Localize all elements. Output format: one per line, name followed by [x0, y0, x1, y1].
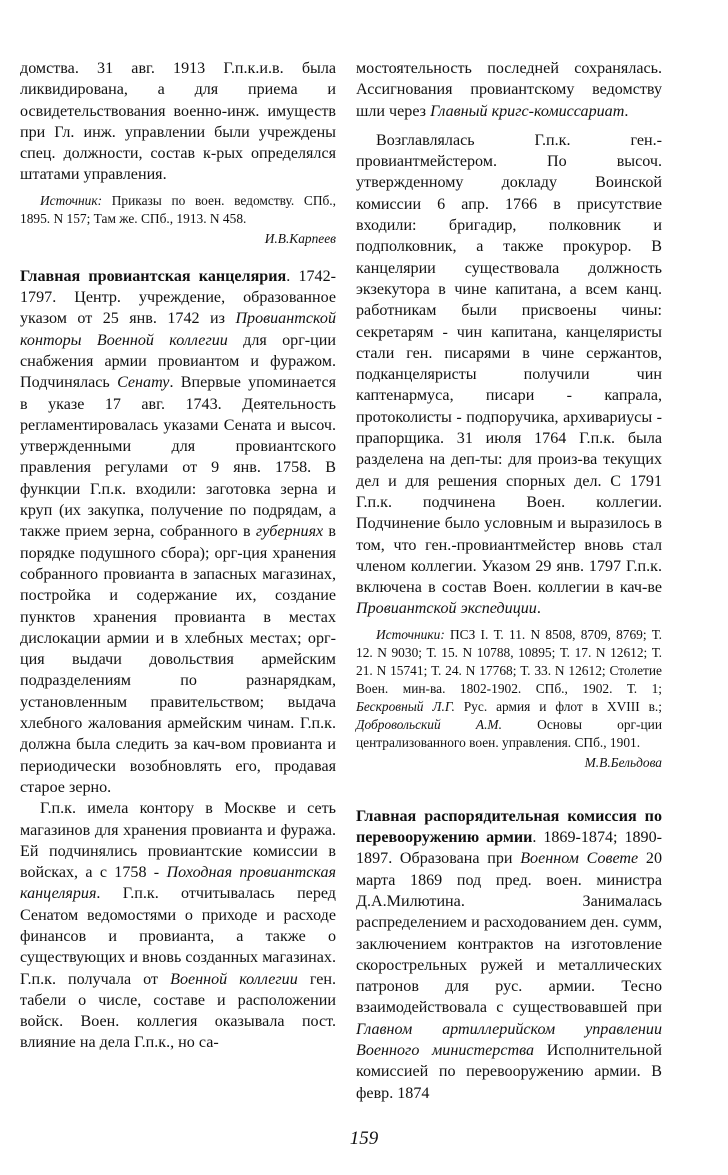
paragraph: Г.п.к. имела контору в Москве и сеть магазинов для хранения провианта и фуража. Ей подчинялись провиантские комиссии в войсках, а с 1758 - Походная провиантская канцелярия. Г.п.к. отчитывалась перед Сенатом ведомостями о приходе и расходе финансов и провианта, а также о существующих и вновь созданных магазинах. Г.п.к. получала от Военной коллегии ген. табели о числе, составе и расположении войск. Воен. коллегия оказывала пост. влияние на дела Г.п.к., но са- — [20, 800, 336, 1052]
author-signature: И.В.Карпеев — [264, 230, 336, 246]
entry-title: Главная провиантская канцелярия — [20, 267, 287, 285]
separator — [356, 772, 662, 806]
entry-glavnaya-proviantskaya: Главная провиантская канцелярия. 1742-1797. Центр. учреждение, образованное указом от 25 янв. 1742 из Провиантской конторы Военной коллегии для орг-ции снабжения армии провиантом и фуражом. Подчинялась Сенату. Впервые упоминается в указе 17 авг. 1743. Деятельность регламентировалась указами Сената и высоч. утвержденными для провиантского правления регулами от 9 янв. 1758. В функции Г.п.к. входили: заготовка зерна и круп (их закупка, получение по подрядам, а также прием зерна, собранного в губерниях в порядке подушного сбора); орг-ция хранения собранного провианта в запасных магазинах, постройка и содержание их, создание пунктов хранения провианта в местах дислокации армии и в хлебных местах; орг-ция выдачи довольствия армейским подразделениям по разнарядкам, установленным правительством; выдача хлебного жалования армейским чинам. Г.п.к. должна была следить за кач-вом провианта и периодически возобновлять его, продавая старое зерно. — [20, 267, 336, 796]
source-note: Источники: ПСЗ I. Т. 11. N 8508, 8709, 8769; Т. 12. N 9030; Т. 15. N 10788, 10895; Т. 17. N 12612; Т. 21. N 15741; Т. 24. N 17768; Т. 33. N 12612; Столетие Воен. мин-ва. 1802-1902. СПб., 1902. Т. 1; Бескровный Л.Г. Рус. армия и флот в XVIII в.; Добровольский А.М. Основы орг-ции централизованного воен. управления. СПб., 1901. — [356, 626, 662, 750]
author-signature: М.В.Бельдова — [584, 754, 662, 770]
separator — [20, 248, 336, 266]
source-note: Источник: Приказы по воен. ведомству. СПб., 1895. N 157; Там же. СПб., 1913. N 458. — [20, 192, 336, 226]
source-label: Источник: — [40, 192, 103, 208]
paragraph-continuation: домства. 31 авг. 1913 Г.п.к.и.в. была ликвидирована, а для приема и освидетельствования военно-инж. имуществ при Гл. инж. управлении были учреждены спец. должности, состав к-рых определялся штатами управления. — [20, 60, 336, 184]
right-column — [356, 58, 662, 1104]
paragraph: Возглавлялась Г.п.к. ген.-провиантмейстером. По высоч. утвержденному докладу Воинской комиссии 6 апр. 1766 в присутствие входили: бригадир, полковник и подполковник, а также прокурор. В канцелярии существовала должность экзекутора в чине капитана, а всем канц. работникам были присвоены чины: секретарям - чин капитана, канцеляристы стали ген. писарями в чине сержантов, подканцеляристы получили чин каптенармуса, писари - капрала, протоколисты - подпоручика, архивариусы - прапорщика. 31 июля 1764 Г.п.к. была разделена на деп-ты: для произ-ва текущих дел и для решения спорных дел. С 1791 Г.п.к. подчинена Воен. коллегии. Подчинение было условным и выразилось в том, что ген.-провиантмейстер вновь стал членом коллегии. Указом 29 янв. 1797 Г.п.к. включена в состав Воен. коллегии в кач-ве Провиантской экспедиции. — [356, 131, 662, 618]
page-number: 159 — [349, 1128, 379, 1149]
entry-title: Главная распорядительная комиссия по перевооружению армии — [356, 807, 662, 847]
left-column — [20, 58, 336, 1054]
entry-rasporyaditelnaya-komissiya: Главная распорядительная комиссия по перевооружению армии. 1869-1874; 1890-1897. Образована при Военном Совете 20 марта 1869 под пред. воен. министра Д.А.Милютина. Занималась распределением и расходованием ден. сумм, заключением контрактов на изготовление скорострельных ружей и металлических патронов для рус. армии. Тесно взаимодействовала с существовавшей при Главном артиллерийском управлении Военного министерства Исполнительной комиссией по перевооружению армии. В февр. 1874 — [356, 807, 662, 1102]
source-label: Источники: — [376, 626, 445, 642]
paragraph-continuation: мостоятельность последней сохранялась. Ассигнования провиантскому ведомству шли через Главный кригс-комиссариат. — [356, 60, 662, 120]
